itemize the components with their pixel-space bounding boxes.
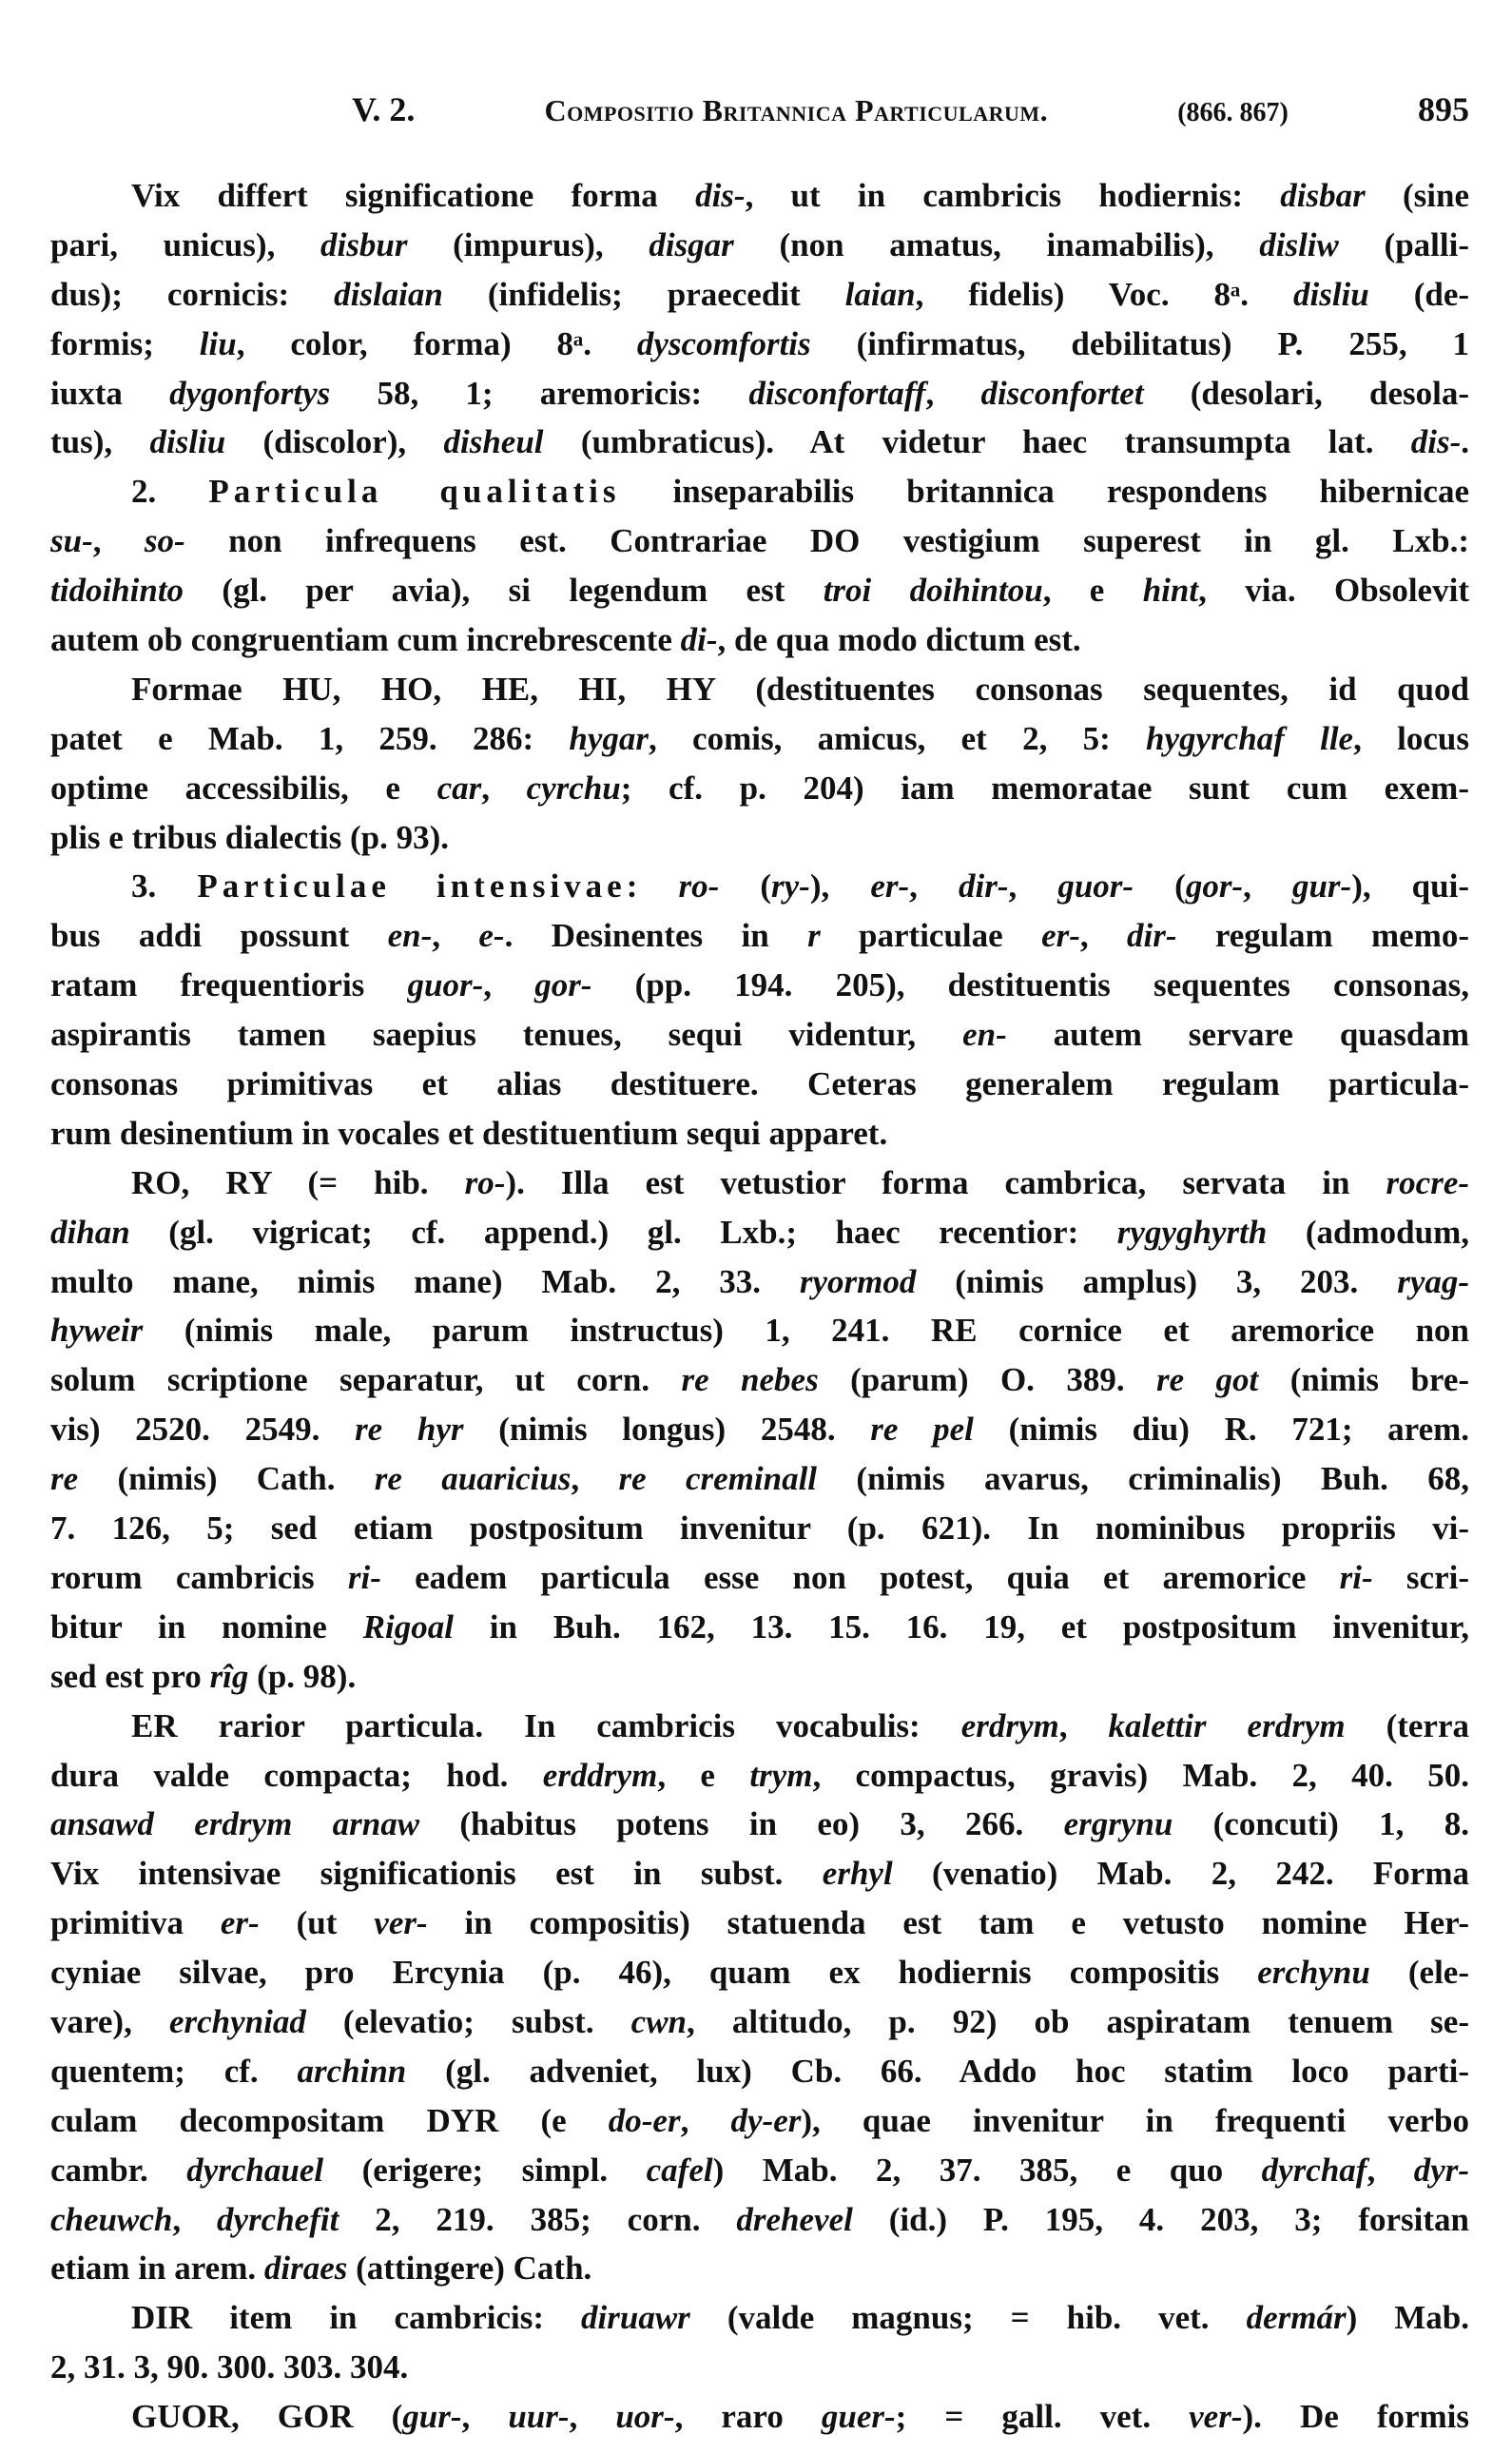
text-run: cambr. <box>50 2151 187 2189</box>
text-line <box>50 2244 1469 2293</box>
text-run: , <box>432 917 479 955</box>
text-run: , <box>1079 917 1127 955</box>
italic-term: ro- <box>678 867 720 906</box>
italic-term: erchyniad <box>168 2002 306 2040</box>
text-line <box>50 665 1469 714</box>
text-run: (pp. 194. 205), destituentis sequentes consonas, <box>591 966 1469 1004</box>
text-run: , <box>172 2200 218 2238</box>
italic-term: re creminall <box>618 1460 818 1498</box>
text-line <box>50 1355 1469 1405</box>
text-line <box>50 1702 1469 1751</box>
italic-term: er- <box>870 867 910 906</box>
text-run: , <box>680 2101 731 2139</box>
text-run: 2. <box>131 473 209 511</box>
italic-term: er- <box>1041 917 1080 955</box>
text-run: 2, 219. 385; corn. <box>339 2200 737 2238</box>
italic-term: gur- <box>1291 867 1352 906</box>
italic-term: cafel <box>646 2151 713 2189</box>
italic-term: gur- <box>402 2398 462 2436</box>
italic-term: dir- <box>1127 917 1177 955</box>
text-run: , locus <box>1353 719 1469 757</box>
text-run: ). Illa est vetustior forma cambrica, servata in <box>505 1163 1386 1201</box>
text-run: , <box>92 522 145 560</box>
text-run: dus); cornicis: <box>50 275 335 313</box>
italic-term: ver- <box>374 1904 428 1942</box>
text-run: consonas primitivas et alias destituere. Ceteras generalem regulam particula- <box>50 1065 1469 1103</box>
text-run: , <box>569 2398 616 2436</box>
text-line <box>50 615 1469 665</box>
italic-term: hygar <box>569 719 649 757</box>
text-run: inseparabilis britannica respondens hibernicae <box>620 473 1469 511</box>
edition-page-reference: (866. 867) <box>1177 98 1289 127</box>
text-run: ), quae invenitur in frequenti verbo <box>801 2101 1469 2139</box>
text-line <box>50 1257 1469 1307</box>
text-line <box>50 270 1469 320</box>
text-run: , e <box>1042 572 1143 610</box>
text-run: ER rarior particula. In cambricis vocabulis: <box>131 1706 961 1744</box>
italic-term: r <box>807 917 821 955</box>
italic-term: rocre- <box>1386 1163 1469 1201</box>
text-run: , <box>483 966 535 1004</box>
text-run: (attingere) Cath. <box>347 2250 592 2288</box>
text-line <box>50 1109 1469 1159</box>
italic-term: guor- <box>407 966 484 1004</box>
italic-term: drehevel <box>736 2200 853 2238</box>
text-run: (parum) O. 389. <box>818 1361 1156 1399</box>
text-run: , <box>571 1460 619 1498</box>
text-run: rorum cambricis <box>50 1558 348 1596</box>
text-run: ), qui- <box>1351 867 1469 906</box>
text-run: (sine <box>1365 177 1469 214</box>
italic-term: re nebes <box>681 1361 819 1399</box>
italic-term: gor- <box>1185 867 1244 906</box>
text-run: : <box>626 867 679 906</box>
text-line <box>50 2195 1469 2245</box>
text-line <box>50 1504 1469 1553</box>
text-run: aspirantis tamen saepius tenues, sequi videntur, <box>50 1016 963 1054</box>
italic-term: re auaricius <box>374 1460 572 1498</box>
italic-term: guor- <box>1057 867 1134 906</box>
text-run: vis) 2520. 2549. <box>50 1411 356 1449</box>
text-line <box>50 2096 1469 2146</box>
text-run: optime accessibilis, e <box>50 769 437 807</box>
italic-term: diraes <box>263 2250 348 2288</box>
text-line <box>50 813 1469 863</box>
text-run: (nimis amplus) 3, 203. <box>916 1262 1398 1300</box>
text-line <box>50 1553 1469 1603</box>
italic-term: dyscomfortis <box>636 324 811 362</box>
italic-term: liu <box>199 324 237 362</box>
text-run: RO, RY (= hib. <box>131 1163 465 1201</box>
text-run: tus), <box>50 423 150 461</box>
text-run: ) Mab. <box>1346 2299 1469 2337</box>
text-run: Formae HU, HO, HE, HI, HY (destituentes consonas sequentes, id quod <box>131 670 1469 708</box>
italic-term: ergrynu <box>1063 1805 1173 1843</box>
text-run: bus addi possunt <box>50 917 388 955</box>
text-run: (admodum, <box>1267 1213 1469 1251</box>
text-run: , <box>1367 2151 1414 2189</box>
text-run: , <box>925 374 981 412</box>
text-run: in compositis) statuenda est tam e vetusto nomine Her- <box>427 1904 1469 1942</box>
text-run: , compactus, gravis) Mab. 2, 40. 50. <box>812 1756 1469 1794</box>
text-run: (non amatus, inamabilis), <box>733 225 1260 263</box>
text-run: DIR item in cambricis: <box>131 2299 582 2337</box>
text-run: . <box>1461 423 1469 461</box>
text-run: (nimis male, parum instructus) 1, 241. RE cornice et aremorice non <box>143 1312 1469 1350</box>
text-run: (palli- <box>1338 225 1469 263</box>
italic-term: guer- <box>821 2398 896 2436</box>
text-run: (habitus potens in eo) 3, 266. <box>419 1805 1064 1843</box>
text-line <box>50 1603 1469 1652</box>
text-run: in Buh. 162, 13. 15. 16. 19, et postpositum invenitur, <box>453 1607 1469 1646</box>
text-run: 3. <box>131 867 198 906</box>
text-line <box>50 516 1469 566</box>
text-run: , ut in cambricis hodiernis: <box>745 177 1281 214</box>
italic-term: dihan <box>50 1213 130 1251</box>
text-line <box>50 1849 1469 1899</box>
italic-term: ry- <box>771 867 810 906</box>
section-number: V. 2. <box>352 90 416 128</box>
text-run: (discolor), <box>225 423 444 461</box>
text-line <box>50 171 1469 221</box>
text-line <box>50 467 1469 516</box>
text-line <box>50 961 1469 1010</box>
italic-term: re pel <box>870 1411 974 1449</box>
text-line <box>50 1159 1469 1208</box>
italic-term: e- <box>478 917 505 955</box>
text-line <box>50 2343 1469 2392</box>
page-number: 895 <box>1417 90 1469 128</box>
italic-term: dermár <box>1246 2299 1347 2337</box>
italic-term: disgar <box>649 225 734 263</box>
text-run: non infrequens est. Contrariae DO vestigium superest in gl. Lxb.: <box>184 522 1469 560</box>
text-run: sed est pro <box>50 1657 210 1695</box>
text-run: ) Mab. 2, 37. 385, e quo <box>712 2151 1262 2189</box>
text-run: (de- <box>1368 275 1469 313</box>
text-run: , <box>481 769 527 807</box>
text-line <box>50 1060 1469 1109</box>
spaced-heading: Particulae intensivae <box>197 867 627 906</box>
italic-term: ansawd erdrym arnaw <box>50 1805 420 1843</box>
text-line <box>50 1997 1469 2047</box>
running-title: Compositio Britannica Particularum. <box>544 93 1049 127</box>
text-line <box>50 221 1469 270</box>
text-run: quentem; cf. <box>50 2052 298 2090</box>
text-run: , color, forma) 8ᵃ. <box>236 324 637 362</box>
italic-term: dis- <box>695 177 746 214</box>
text-run: GUOR, GOR ( <box>131 2398 403 2436</box>
text-run: dura valde compacta; hod. <box>50 1756 543 1794</box>
text-run: (nimis longus) 2548. <box>463 1411 871 1449</box>
italic-term: cheuwch <box>50 2200 173 2238</box>
text-run: particulae <box>820 917 1042 955</box>
text-run: , <box>1243 867 1292 906</box>
italic-term: Rigoal <box>362 1607 454 1646</box>
italic-term: kalettir erdrym <box>1108 1706 1346 1744</box>
text-run: , comis, amicus, et 2, 5: <box>649 719 1147 757</box>
text-run: (gl. per avia), si legendum est <box>184 572 824 610</box>
text-run: , de qua modo dictum est. <box>717 621 1081 659</box>
italic-term: uur- <box>508 2398 570 2436</box>
italic-term: en- <box>387 917 433 955</box>
text-run: ( <box>719 867 771 906</box>
text-run: eadem particula esse non potest, quia et aremorice <box>380 1558 1340 1596</box>
text-line <box>50 2146 1469 2195</box>
text-line <box>50 369 1469 419</box>
text-run: (terra <box>1345 1706 1469 1744</box>
text-line <box>50 1010 1469 1060</box>
text-run: (concuti) 1, 8. <box>1173 1805 1469 1843</box>
italic-term: cwn <box>630 2002 688 2040</box>
text-run: rum desinentium in vocales et destituentium sequi apparet. <box>50 1114 888 1152</box>
italic-term: disbar <box>1280 177 1366 214</box>
italic-term: rîg <box>209 1657 249 1695</box>
italic-term: diruawr <box>581 2299 690 2337</box>
text-run: (nimis diu) R. 721; arem. <box>973 1411 1469 1449</box>
text-run: , <box>461 2398 509 2436</box>
italic-term: re hyr <box>355 1411 464 1449</box>
italic-term: ryag- <box>1397 1262 1469 1300</box>
text-run: (valde magnus; = hib. vet. <box>689 2299 1247 2337</box>
text-run: (p. 98). <box>248 1657 357 1695</box>
text-run: ; cf. p. 204) iam memoratae sunt cum exem- <box>620 769 1469 807</box>
text-run: (id.) P. 195, 4. 203, 3; forsitan <box>852 2200 1469 2238</box>
italic-term: disliu <box>1292 275 1369 313</box>
text-run: bitur in nomine <box>50 1607 363 1646</box>
text-run: plis e tribus dialectis (p. 93). <box>50 818 450 856</box>
italic-term: dyrchefit <box>217 2200 339 2238</box>
text-run: solum scriptione separatur, ut corn. <box>50 1361 682 1399</box>
italic-term: hint <box>1142 572 1199 610</box>
italic-term: trym <box>749 1756 813 1794</box>
text-run: (venatio) Mab. 2, 242. Forma <box>892 1855 1469 1893</box>
italic-term: disbur <box>320 225 408 263</box>
text-line <box>50 1405 1469 1454</box>
text-run: ( <box>1134 867 1186 906</box>
text-run: culam decompositam DYR (e <box>50 2101 609 2139</box>
text-line <box>50 1208 1469 1257</box>
italic-term: so- <box>144 522 185 560</box>
text-run: (umbraticus). At videtur haec transumpta lat. <box>543 423 1411 461</box>
text-run: patet e Mab. 1, 259. 286: <box>50 719 570 757</box>
text-run: 58, 1; aremoricis: <box>330 374 749 412</box>
italic-term: er- <box>220 1904 260 1942</box>
italic-term: hyweir <box>50 1312 144 1350</box>
text-line <box>50 1306 1469 1355</box>
text-run: , <box>909 867 959 906</box>
text-run: , via. Obsolevit <box>1198 572 1469 610</box>
text-run: Vix differt significatione forma <box>131 177 696 214</box>
text-run: , e <box>657 1756 750 1794</box>
italic-term: re got <box>1156 1361 1259 1399</box>
italic-term: erchynu <box>1257 1954 1370 1992</box>
italic-term: rygyghyrth <box>1116 1213 1268 1251</box>
text-line <box>50 566 1469 615</box>
text-run: ). De formis <box>1242 2398 1469 2436</box>
text-run: , fidelis) Voc. 8ᵃ. <box>915 275 1293 313</box>
text-line <box>50 714 1469 764</box>
italic-term: laian <box>844 275 916 313</box>
text-run: , <box>1008 867 1058 906</box>
italic-term: gor- <box>534 966 592 1004</box>
text-run: (impurus), <box>407 225 649 263</box>
text-run: cyniae silvae, pro Ercynia (p. 46), quam ex hodiernis compositis <box>50 1954 1258 1992</box>
italic-term: erhyl <box>822 1855 893 1893</box>
text-run: ratam frequentioris <box>50 966 408 1004</box>
text-run: etiam in arem. <box>50 2250 264 2288</box>
spaced-heading: Particula qualitatis <box>208 473 621 511</box>
text-run: . Desinentes in <box>504 917 808 955</box>
italic-term: dislaian <box>334 275 443 313</box>
italic-term: disconfortaff <box>748 374 926 412</box>
italic-term: archinn <box>297 2052 407 2090</box>
text-run: scri- <box>1372 1558 1469 1596</box>
italic-term: uor- <box>615 2398 675 2436</box>
italic-term: su- <box>50 522 93 560</box>
italic-term: dygonfortys <box>169 374 331 412</box>
text-run: multo mane, nimis mane) Mab. 2, 33. <box>50 1262 800 1300</box>
text-run: (nimis avarus, criminalis) Buh. 68, <box>817 1460 1469 1498</box>
italic-term: dis- <box>1410 423 1462 461</box>
text-run: (infidelis; praecedit <box>442 275 845 313</box>
text-line <box>50 1454 1469 1504</box>
text-run: Vix intensivae significationis est in subst. <box>50 1855 823 1893</box>
text-run: iuxta <box>50 374 170 412</box>
text-run: (gl. vigricat; cf. append.) gl. Lxb.; haec recentior: <box>129 1213 1117 1251</box>
italic-term: dyrchaf <box>1261 2151 1367 2189</box>
italic-term: ryormod <box>799 1262 917 1300</box>
text-run: ; = gall. vet. <box>895 2398 1190 2436</box>
text-run: , <box>1058 1706 1109 1744</box>
italic-term: re <box>50 1460 79 1498</box>
text-line <box>50 1751 1469 1801</box>
italic-term: erddrym <box>542 1756 658 1794</box>
text-line <box>50 1899 1469 1948</box>
text-run: (erigere; simpl. <box>323 2151 647 2189</box>
text-run: formis; <box>50 324 200 362</box>
italic-term: disliu <box>149 423 226 461</box>
italic-term: disliw <box>1259 225 1339 263</box>
text-run: 7. 126, 5; sed etiam postpositum invenitur (p. 621). In nominibus propriis vi- <box>50 1509 1469 1548</box>
text-line <box>50 418 1469 467</box>
italic-term: ro- <box>464 1163 506 1201</box>
text-run: (desolari, desola- <box>1143 374 1469 412</box>
text-run: pari, unicus), <box>50 225 321 263</box>
text-run: 2, 31. 3, 90. 300. 303. 304. <box>50 2348 409 2386</box>
italic-term: disheul <box>443 423 544 461</box>
text-run: regulam memo- <box>1176 917 1469 955</box>
text-line <box>50 1652 1469 1702</box>
text-run: (ele- <box>1369 1954 1469 1992</box>
italic-term: troi doihintou <box>823 572 1043 610</box>
text-run: ), <box>809 867 871 906</box>
running-header <box>352 89 1469 129</box>
text-line <box>50 862 1469 911</box>
italic-term: ver- <box>1189 2398 1243 2436</box>
text-run: (infirmatus, debilitatus) P. 255, 1 <box>810 324 1469 362</box>
italic-term: hygyrchaf lle <box>1146 719 1354 757</box>
text-line <box>50 2047 1469 2096</box>
text-run: (nimis bre- <box>1258 1361 1469 1399</box>
italic-term: dir- <box>958 867 1009 906</box>
text-run: , altitudo, p. 92) ob aspiratam tenuem se- <box>687 2002 1469 2040</box>
italic-term: do-er <box>608 2101 681 2139</box>
body-text <box>50 171 1469 2442</box>
text-run: (gl. adveniet, lux) Cb. 66. Addo hoc statim loco parti- <box>406 2052 1469 2090</box>
text-run: (elevatio; subst. <box>305 2002 631 2040</box>
italic-term: dy-er <box>730 2101 802 2139</box>
text-line <box>50 2392 1469 2442</box>
italic-term: dyrchauel <box>186 2151 324 2189</box>
italic-term: dyr- <box>1413 2151 1469 2189</box>
text-run: , raro <box>674 2398 822 2436</box>
text-line <box>50 911 1469 961</box>
text-run: (nimis) Cath. <box>78 1460 375 1498</box>
italic-term: ri- <box>1339 1558 1373 1596</box>
italic-term: erdrym <box>960 1706 1059 1744</box>
italic-term: car <box>436 769 482 807</box>
text-run: autem ob congruentiam cum increbrescente <box>50 621 681 659</box>
text-line <box>50 1948 1469 1997</box>
italic-term: en- <box>962 1016 1007 1054</box>
text-line <box>50 1800 1469 1849</box>
italic-term: ri- <box>347 1558 381 1596</box>
text-run: autem servare quasdam <box>1006 1016 1469 1054</box>
text-line <box>50 320 1469 369</box>
text-run: primitiva <box>50 1904 221 1942</box>
italic-term: cyrchu <box>526 769 621 807</box>
italic-term: tidoihinto <box>50 572 184 610</box>
italic-term: disconfortet <box>980 374 1144 412</box>
text-line <box>50 2293 1469 2343</box>
text-line <box>50 764 1469 813</box>
italic-term: di- <box>680 621 718 659</box>
text-run: vare), <box>50 2002 169 2040</box>
text-run: (ut <box>259 1904 375 1942</box>
